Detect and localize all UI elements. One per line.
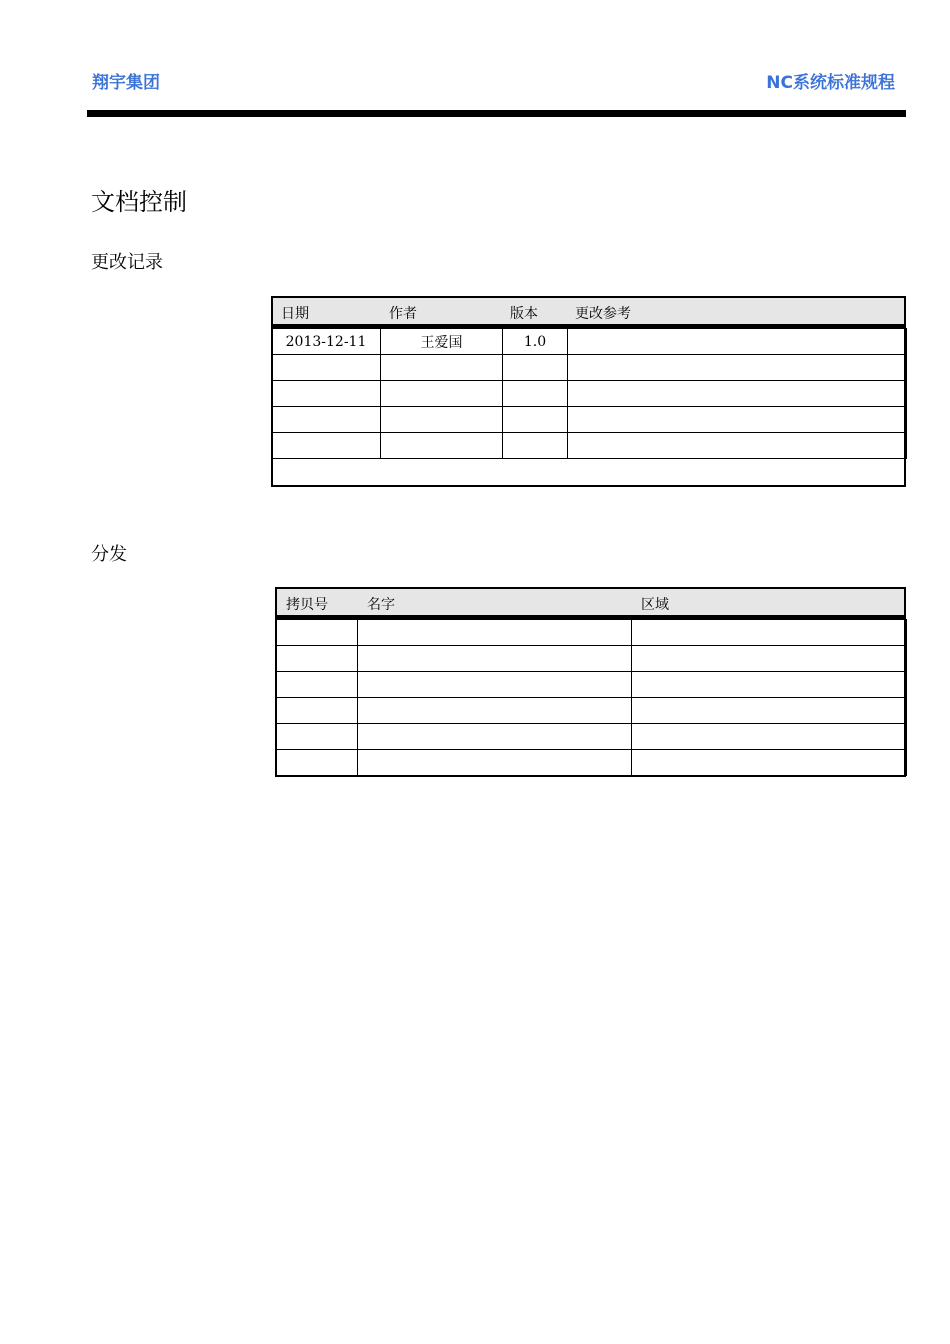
table-cell	[272, 407, 381, 433]
distribution-table	[275, 619, 907, 776]
table-row	[272, 355, 907, 381]
table-row	[272, 407, 907, 433]
table-row	[276, 750, 907, 776]
table-cell	[276, 672, 358, 698]
table-cell	[503, 381, 568, 407]
table-cell	[632, 646, 907, 672]
table-cell	[272, 355, 381, 381]
table-cell	[358, 620, 632, 646]
col-date: 日期	[281, 306, 309, 322]
change-log-header	[271, 296, 906, 326]
table-cell	[358, 672, 632, 698]
table-cell	[276, 750, 358, 776]
table-row	[276, 724, 907, 750]
table-cell	[358, 724, 632, 750]
change-log-table	[271, 328, 907, 459]
table-cell	[632, 620, 907, 646]
col-copy-no: 拷贝号	[286, 597, 328, 613]
page-title: 文档控制	[91, 188, 187, 216]
distribution-heading: 分发	[91, 544, 127, 565]
table-cell	[358, 750, 632, 776]
table-cell	[381, 355, 503, 381]
col-change-ref: 更改参考	[575, 306, 631, 322]
table-row	[276, 672, 907, 698]
table-cell	[568, 407, 907, 433]
table-cell	[503, 407, 568, 433]
col-author: 作者	[389, 306, 417, 322]
table-row	[276, 620, 907, 646]
distribution-header	[275, 587, 906, 617]
table-cell: 王爱国	[381, 329, 503, 355]
table-cell	[276, 724, 358, 750]
table-row	[276, 646, 907, 672]
table-cell	[568, 381, 907, 407]
table-cell: 2013-12-11	[272, 329, 381, 355]
table-cell	[381, 433, 503, 459]
table-cell	[272, 381, 381, 407]
table-cell: 1.0	[503, 329, 568, 355]
table-cell	[568, 355, 907, 381]
table-cell	[272, 433, 381, 459]
table-cell	[381, 381, 503, 407]
table-cell	[276, 646, 358, 672]
table-cell	[568, 433, 907, 459]
col-area: 区域	[641, 597, 669, 613]
table-row	[276, 698, 907, 724]
table-cell	[503, 355, 568, 381]
table-cell	[358, 646, 632, 672]
table-cell	[632, 672, 907, 698]
table-cell	[503, 433, 568, 459]
col-version: 版本	[510, 306, 538, 322]
table-cell	[381, 407, 503, 433]
header-rule	[87, 110, 906, 117]
header-doc-title: NC系统标准规程	[766, 73, 895, 93]
table-row	[272, 381, 907, 407]
table-cell	[632, 724, 907, 750]
change-log-heading: 更改记录	[91, 252, 163, 273]
table-cell	[632, 698, 907, 724]
table-cell	[358, 698, 632, 724]
table-cell	[276, 698, 358, 724]
table-cell	[276, 620, 358, 646]
table-cell	[568, 329, 907, 355]
table-row	[272, 329, 907, 355]
table-cell	[632, 750, 907, 776]
col-name: 名字	[367, 597, 395, 613]
table-row	[272, 433, 907, 459]
header-company: 翔宇集团	[92, 73, 160, 93]
